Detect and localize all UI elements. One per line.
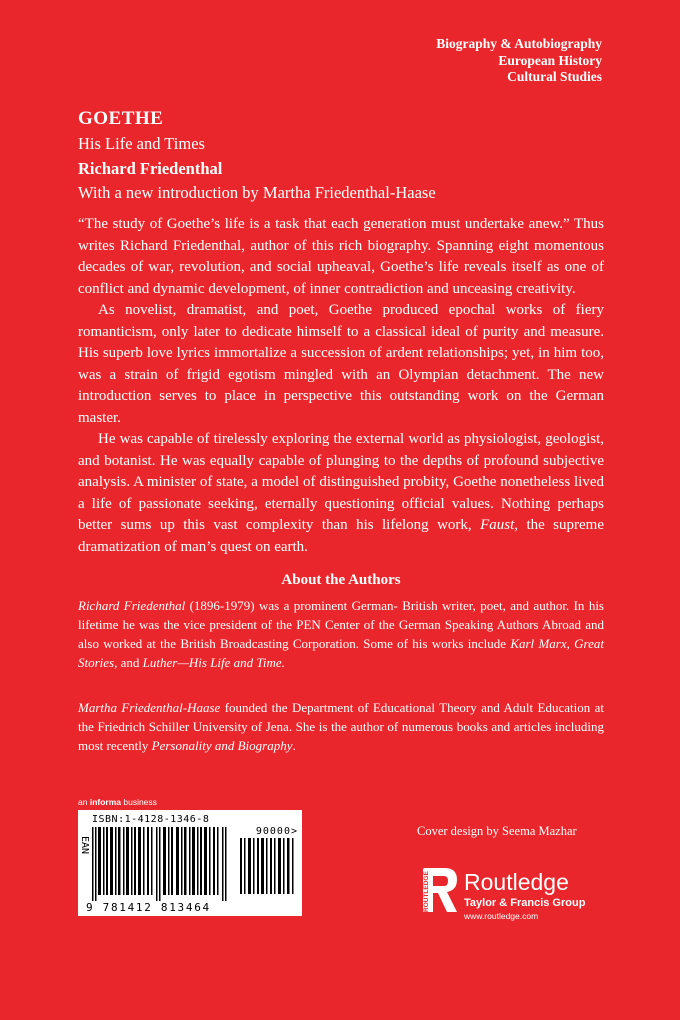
ean-label [79,836,91,876]
bio-name: Richard Friedenthal [78,598,186,613]
price-addon: 90000> [255,826,298,837]
blurb-paragraph-1: “The study of Goethe’s life is a task that each generation must undertake anew.” Thus writes Richard Friedenthal, author of this rich biography. Spanning eight momentous decades of war, revolution, and social upheaval, Goethe’s life reveals itself as one of conflict and dynamic development, of inner contradiction and unceasing creativity. [78,216,604,297]
subject-1: Biography & Autobiography [436,36,602,51]
subject-3: Cultural Studies [507,69,602,84]
bio-work: Karl Marx, Great Stories, [78,636,604,670]
informa-tagline [78,797,157,807]
bio-text: founded the Department of Educational Theory and Adult Education at the Friedrich Schiller University of Jena. She is the author of numerous books and articles including most recently [78,700,604,753]
bio-work: Personality and Biography [151,738,293,753]
book-author: Richard Friedenthal [78,159,223,178]
blurb-text-end: , the supreme dramatization of man’s quest on earth. [78,517,604,555]
informa-prefix: an [78,797,90,807]
bio-text: (1896-1979) was a prominent German- British writer, poet, and author. In his lifetime he was the vice president of the PEN Center of the German Speaking Authors Abroad and also worked at the British Broadcasting Corporation. Some of his works include [78,598,604,651]
blurb-paragraph-2: As novelist, dramatist, and poet, Goethe produced epochal works of fiery romanticism, only later to dedicate himself to a classical ideal of purity and measure. His superb love lyrics immortalize a succession of ardent relationships; yet, in him too, was a strain of frigid egotism mingled with an Olympian detachment. The new introduction serves to place in perspective this outstanding work on the German master. [78,302,604,426]
subject-2: European History [498,52,602,68]
blurb [78,214,604,558]
publisher-group: Taylor & Francis Group [464,897,586,909]
bio-name: Martha Friedenthal-Haase [78,700,221,715]
logo-icon-text: ROUTLEDGE [423,871,430,912]
book-subtitle: His Life and Times [78,134,205,153]
bio-richard-friedenthal [78,596,604,672]
publisher-name: Routledge [464,869,569,895]
introduction-credit: With a new introduction by Martha Friedenthal-Haase [78,183,436,202]
barcode-bars [92,827,232,901]
bio-work: Luther—His Life and Time. [142,655,285,670]
bio-text: and [117,655,143,670]
informa-suffix: business [121,797,157,807]
ean-label-text: EAN [79,836,90,855]
addon-barcode-bars [240,838,296,894]
cover-design-credit: Cover design by Seema Mazhar [417,824,577,838]
subject-categories [436,36,602,86]
informa-brand: informa [89,797,121,807]
bio-text: . [292,738,296,753]
faust-title: Faust [480,517,515,533]
isbn-barcode [78,810,302,916]
blurb-text: He was capable of tirelessly exploring the external world as physiologist, geologist, and botanist. He was equally capable of plunging to the depths of profound subjective analysis. A minister of state, a model of distinguished probity, Goethe nonetheless lived a life of passionate seeking, eternally questioning official values. Nothing perhaps better sums up this vast complexity than his lifelong work, [78,431,604,533]
bio-martha-friedenthal-haase [78,698,604,755]
routledge-logo-icon [417,866,459,916]
blurb-paragraph-3 [78,429,604,558]
isbn-text: ISBN:1-4128-1346-8 [92,814,210,825]
book-title: GOETHE [78,108,164,129]
ean-digits: 9 781412 813464 [86,901,211,914]
about-authors-heading: About the Authors [281,572,401,588]
publisher-url: www.routledge.com [464,911,539,921]
